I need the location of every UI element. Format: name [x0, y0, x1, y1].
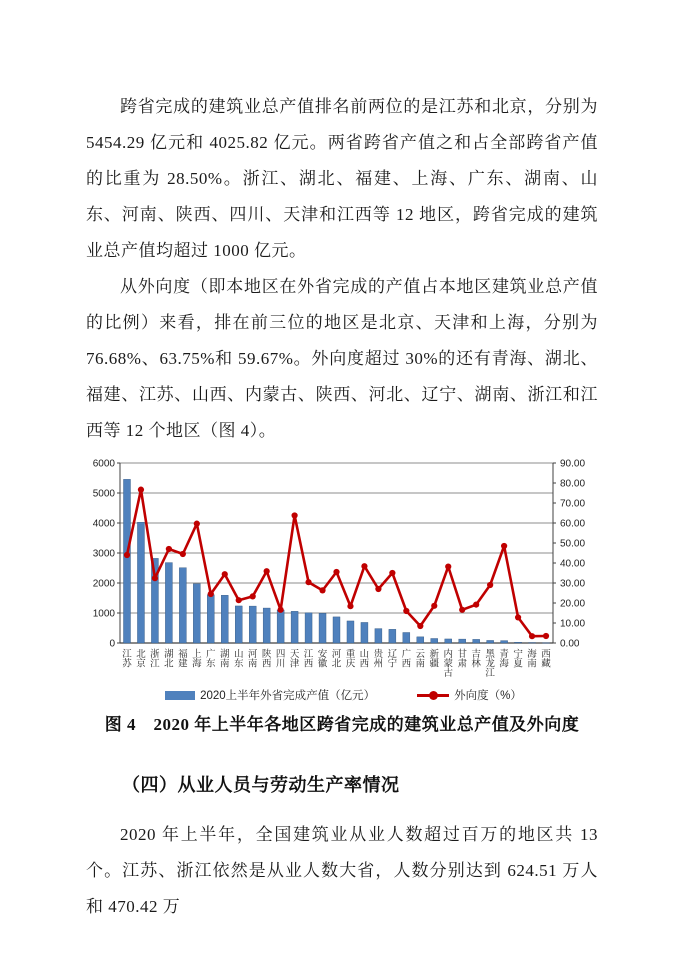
svg-text:6000: 6000 — [92, 458, 115, 470]
svg-text:山西: 山西 — [359, 649, 370, 670]
svg-text:上海: 上海 — [192, 649, 202, 670]
svg-text:天津: 天津 — [289, 649, 300, 670]
svg-text:河北: 河北 — [331, 649, 342, 670]
svg-text:吉林: 吉林 — [471, 649, 481, 670]
svg-text:四川: 四川 — [275, 649, 286, 670]
section-heading: （四）从业人员与劳动生产率情况 — [122, 775, 400, 795]
svg-text:湖南: 湖南 — [220, 649, 230, 670]
svg-text:50.00: 50.00 — [560, 538, 586, 550]
combo-chart-svg — [86, 455, 601, 687]
svg-text:黑龙江: 黑龙江 — [485, 649, 495, 679]
svg-text:10.00: 10.00 — [560, 618, 586, 630]
svg-text:江苏: 江苏 — [122, 649, 132, 670]
figure-caption: 图 4 2020 年上半年各地区跨省完成的建筑业总产值及外向度 — [104, 715, 580, 734]
svg-text:40.00: 40.00 — [560, 558, 586, 570]
svg-text:1000: 1000 — [92, 608, 115, 620]
svg-text:90.00: 90.00 — [560, 458, 586, 470]
svg-text:2000: 2000 — [92, 578, 115, 590]
svg-text:陕西: 陕西 — [261, 649, 272, 670]
svg-text:福建: 福建 — [178, 649, 188, 670]
svg-text:河南: 河南 — [247, 649, 258, 670]
svg-text:辽宁: 辽宁 — [387, 649, 398, 670]
svg-text:云南: 云南 — [415, 649, 426, 670]
figure-4 — [86, 455, 598, 737]
svg-text:20.00: 20.00 — [560, 598, 586, 610]
line-marker-dot-icon — [429, 691, 438, 700]
chart-legend — [86, 687, 601, 703]
legend-item-bar-series — [165, 687, 375, 703]
svg-text:80.00: 80.00 — [560, 478, 586, 490]
bar-series-swatch-icon — [165, 691, 195, 700]
svg-text:安徽: 安徽 — [317, 649, 328, 670]
combo-chart — [86, 455, 601, 687]
svg-text:山东: 山东 — [233, 649, 244, 670]
line-series-label: 外向度（%） — [454, 690, 522, 702]
svg-text:重庆: 重庆 — [345, 649, 356, 670]
paragraph-cross-province-output: 跨省完成的建筑业总产值排名前两位的是江苏和北京，分别为 5454.29 亿元和 4025.82 亿元。两省跨省产值之和占全部跨省产值的比重为 28.50%。浙江、湖北、福建、上海、广东、湖南、山东、河南、陕西、四川、天津和江西等 12 地区，跨省完成的建筑业总产值均超过 1000 亿元。 — [86, 97, 598, 260]
svg-text:浙江: 浙江 — [150, 649, 160, 670]
svg-text:30.00: 30.00 — [560, 578, 586, 590]
svg-text:贵州: 贵州 — [373, 649, 384, 670]
svg-text:宁夏: 宁夏 — [513, 649, 523, 670]
paragraph-outward-degree: 从外向度（即本地区在外省完成的产值占本地区建筑业总产值的比例）来看，排在前三位的地区是北京、天津和上海，分别为 76.68%、63.75%和 59.67%。外向度超过 30%的还有青海、湖北、福建、江苏、山西、内蒙古、陕西、河北、辽宁、湖南、浙江和江西等 12 个地区（图 4）。 — [86, 277, 598, 440]
svg-text:湖北: 湖北 — [164, 649, 174, 670]
svg-text:江西: 江西 — [303, 649, 314, 670]
svg-text:70.00: 70.00 — [560, 498, 586, 510]
paragraph-employment: 2020 年上半年，全国建筑业从业人数超过百万的地区共 13 个。江苏、浙江依然是从业人数大省，人数分别达到 624.51 万人和 470.42 万 — [86, 825, 598, 916]
svg-text:广西: 广西 — [401, 649, 412, 670]
svg-text:3000: 3000 — [92, 548, 115, 560]
svg-text:广东: 广东 — [206, 649, 216, 670]
legend-item-line-series — [417, 687, 522, 703]
line-series-swatch-icon — [417, 694, 449, 697]
svg-text:青海: 青海 — [499, 649, 509, 670]
svg-text:西藏: 西藏 — [541, 649, 551, 670]
svg-text:5000: 5000 — [92, 488, 115, 500]
svg-text:0.00: 0.00 — [560, 638, 580, 650]
svg-text:海南: 海南 — [527, 649, 537, 670]
svg-text:北京: 北京 — [136, 649, 146, 670]
svg-text:新疆: 新疆 — [429, 649, 440, 670]
bar-series-label: 2020上半年外省完成产值（亿元） — [200, 690, 376, 702]
svg-text:内蒙古: 内蒙古 — [443, 649, 453, 679]
svg-text:60.00: 60.00 — [560, 518, 586, 530]
svg-text:4000: 4000 — [92, 518, 115, 530]
svg-text:0: 0 — [109, 638, 115, 650]
svg-text:甘肃: 甘肃 — [457, 649, 467, 670]
